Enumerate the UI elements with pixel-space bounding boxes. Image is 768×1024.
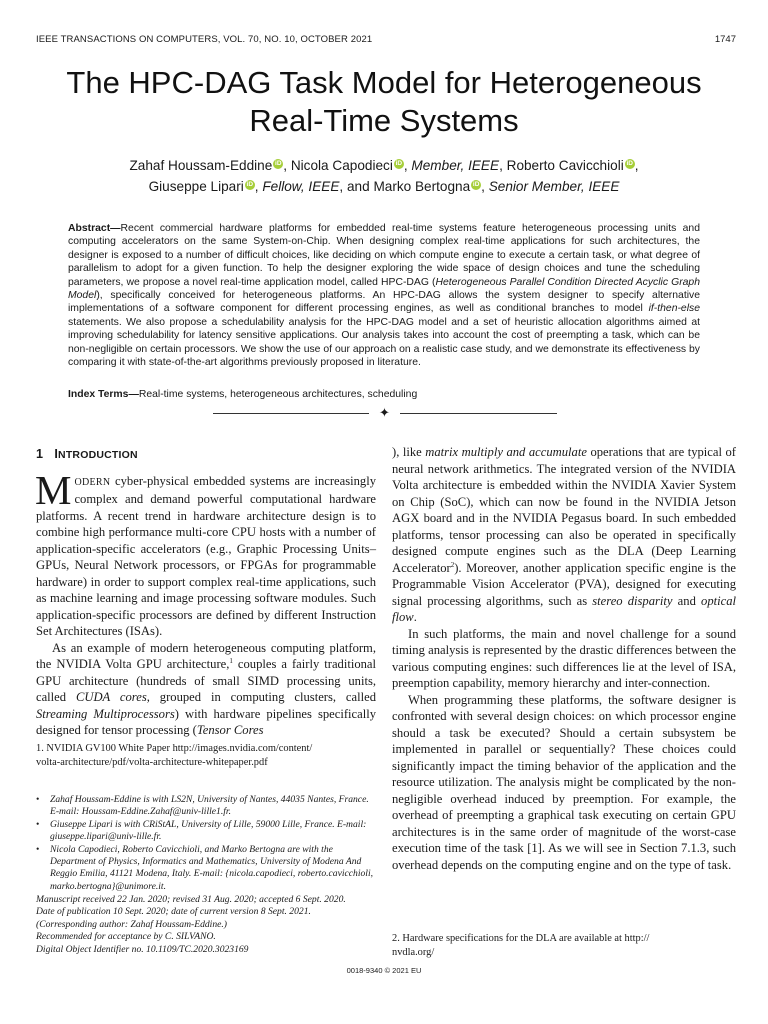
separator-rule-left xyxy=(213,413,369,414)
affiliation-item: • Zahaf Houssam-Eddine is with LS2N, University of Nantes, 44035 Nantes, France. E-mail: Houssam-Eddine.Zahaf@univ-lille1.fr. xyxy=(36,794,376,819)
emphasis: Streaming Multiprocessors xyxy=(36,706,175,721)
paragraph-text: . xyxy=(413,610,417,624)
title-line-2: Real-Time Systems xyxy=(249,103,519,138)
section-number: 1 xyxy=(36,447,44,461)
paragraph-text: ), like xyxy=(392,445,426,459)
emphasis: stereo disparity xyxy=(592,593,673,608)
manuscript-info xyxy=(36,894,376,956)
paragraph xyxy=(35,466,376,640)
emphasis: CUDA cores xyxy=(75,690,147,704)
author-name: Marko Bertogna xyxy=(373,179,471,194)
section-title-initial: I xyxy=(54,447,59,461)
author-role: Fellow, IEEE xyxy=(262,179,340,194)
footnote-text: 1. NVIDIA GV100 White Paper http://images.nvidia.com/content/ xyxy=(36,743,313,754)
paragraph xyxy=(36,640,376,739)
abstract-emphasis: Heterogeneous Parallel Condition Directed Acyclic Graph Model xyxy=(68,276,700,302)
abstract-label: Abstract— xyxy=(68,223,121,234)
paragraph-text: couples a fairly traditional GPU architecture (hundreds of small SIMD processing units, called xyxy=(36,657,377,704)
author-conjunction: and xyxy=(346,179,370,194)
manuscript-line: Recommended for acceptance by C. SILVANO. xyxy=(36,931,216,943)
journal-citation: IEEE TRANSACTIONS ON COMPUTERS, VOL. 70, NO. 10, OCTOBER 2021 xyxy=(36,34,373,45)
author-name: Nicola Capodieci xyxy=(290,158,393,173)
left-column xyxy=(36,446,376,739)
section-heading xyxy=(36,446,376,464)
abstract-text: Recent commercial hardware platforms for embedded real-time systems feature heterogeneous processing units and computing accelerators on the same System-on-Chip. When designing complex real-time applications for such architectures, the designer is exposed to a number of difficult choices, like deciding on which compute engine to execute a certain task, or what degree of parallelism to adopt for a given function. To help the designer exploring the wide space of design choices and tune the scheduling parameters, we propose a novel real-time application model, called HPC-DAG ( xyxy=(68,223,700,288)
separator-ornament-icon: ✦ xyxy=(379,405,390,420)
emphasis: Tensor Cores xyxy=(196,723,264,737)
abstract-text: statements. We also propose a schedulability analysis for the HPC-DAG model and a set of heuristic allocation algorithms aimed at improving schedulability for latency sensitive applications. Our analysis takes into account the cost of preempting a task, which can be non-negligible on certain processors. We show the use of our approach on a realistic case study, and we demonstrate its effectiveness by comparing it with state-of-the-art algorithms previously proposed in literature. xyxy=(68,316,700,369)
footnote-ref[interactable]: 1 xyxy=(229,656,233,665)
footnote-ref[interactable]: 2 xyxy=(450,560,455,569)
paragraph-text: ). Moreover, another application specific engine is the Programmable Vision Accelerator (PVA), designed for executing signal processing algorithms, such as xyxy=(392,560,736,608)
footnote-text: nvdla.org/ xyxy=(392,946,435,958)
running-header xyxy=(36,34,736,48)
paragraph-text: operations that are typical of neural network arithmetics. The integrated version of the NVIDIA Volta architecture is embedded within the NVIDIA Xavier System on Chip (SoC), which can now be found in the NVIDIA Jetson AGX board and in the NVIDIA Pegasus board. In such embedded platforms, tensor processing can also be operated in specifically designed compute engines such as the DLA (Deep Learning Accelerator xyxy=(392,445,736,575)
abstract xyxy=(68,222,700,369)
abstract-text: ), specifically conceived for heterogeneous platforms. An HPC-DAG allows the system designer to specify alternative implementations of a software component for different processing engines, as well as conditional branches to model xyxy=(68,290,700,315)
index-terms xyxy=(68,388,700,401)
orcid-icon[interactable]: iD xyxy=(395,160,403,167)
emphasis: matrix multiply and accumulate xyxy=(425,445,587,459)
author-role: Senior Member, IEEE xyxy=(488,179,620,194)
paragraph-text: , grouped in computing clusters, called xyxy=(146,690,376,704)
paragraph-text: ) with hardware pipelines specifically designed for tensor processing ( xyxy=(36,706,376,737)
page-number: 1747 xyxy=(714,34,736,45)
paragraph-text: cyber-physical embedded systems are increasingly complex and demand powerful computational hardware platforms. A recent trend in hardware architecture design is to combine high performance multi-core CPU hosts with a number of application-specific accelerators (e.g., Graphic Processing Units–GPUs, Neural Network processors, or FPGAs for programmable hardware) in order to support complex real-time applications, such as machine learning and image processing software modules. Such application-specific processors are defined by different Instruction Set Architectures (ISAs). xyxy=(36,473,376,638)
manuscript-line: (Corresponding author: Zahaf Houssam-Eddine.) xyxy=(36,918,227,930)
title-line-1: The HPC-DAG Task Model for Heterogeneous xyxy=(66,65,702,100)
author-name: Giuseppe Lipari xyxy=(148,179,244,194)
affiliation-item: • Giuseppe Lipari is with CRiStAL, University of Lille, 59000 Lille, France. E-mail: giuseppe.lipari@univ-lille.fr. xyxy=(36,819,376,844)
orcid-icon[interactable]: iD xyxy=(472,181,480,188)
author-line-1: Zahaf Houssam-Eddine iD , Nicola Capodieci iD , Member, IEEE, Roberto Cavicchioli iD , xyxy=(129,158,639,173)
paper-title xyxy=(30,64,738,140)
footnote-2 xyxy=(392,932,736,959)
section-title-rest: NTRODUCTION xyxy=(58,449,138,461)
orcid-icon[interactable]: iD xyxy=(246,181,254,188)
author-name: Zahaf Houssam-Eddine xyxy=(129,158,273,173)
index-terms-label: Index Terms— xyxy=(68,389,139,400)
emphasis: optical flow xyxy=(392,593,736,624)
footnote-text: volta-architecture/pdf/volta-architecture-whitepaper.pdf xyxy=(36,756,268,768)
drop-cap: M xyxy=(35,466,72,513)
manuscript-line: Digital Object Identifier no. 10.1109/TC.2020.3023169 xyxy=(36,943,249,955)
abstract-emphasis: if-then-else xyxy=(648,303,700,315)
affiliations xyxy=(36,794,376,893)
orcid-icon[interactable]: iD xyxy=(626,160,633,167)
manuscript-line: Date of publication 10 Sept. 2020; date of current version 8 Sept. 2021. xyxy=(36,906,311,918)
page-footer: 0018-9340 © 2021 EU xyxy=(346,966,422,975)
right-column xyxy=(392,444,736,873)
paragraph: When programming these platforms, the software designer is confronted with several design choices: on which processor engine should a task be executed? Should a certain subsystem be implemented in parallel or sequentially? These choices could significantly impact the timing behavior of the application and the resource utilization. The analysis might be complicated by the non-negligible overhead induced by preemption. For example, the overhead of preempting a graphical task executing on certain GPU architectures is in the same order of magnitude of the worst-case execution time of the task [1]. As we will see in Section 7.1.3, such overhead depends on the computing engine and on the type of task. xyxy=(392,692,736,872)
footnote-1 xyxy=(36,742,376,769)
manuscript-line: Manuscript received 22 Jan. 2020; revised 31 Aug. 2020; accepted 6 Sept. 2020. xyxy=(36,894,346,905)
author-name: Roberto Cavicchioli xyxy=(506,158,624,173)
author-role: Member, IEEE xyxy=(411,158,500,173)
author-list xyxy=(30,155,738,197)
separator-rule-right xyxy=(400,413,557,414)
index-terms-text: Real-time systems, heterogeneous architectures, scheduling xyxy=(138,389,418,400)
footnote-text: 2. Hardware specifications for the DLA are available at http:// xyxy=(392,933,650,944)
affiliation-item: • Nicola Capodieci, Roberto Cavicchioli, and Marko Bertogna are with the Department of Physics, Informatics and Mathematics, University of Modena And Reggio Emilia, 41121 Modena, Italy. E-mail: {nicola.capodieci, roberto.cavicchioli, marko.bertogna}@unimore.it. xyxy=(36,844,376,894)
paragraph xyxy=(392,444,736,626)
orcid-icon[interactable]: iD xyxy=(275,160,282,167)
small-caps-lead: ODERN xyxy=(74,476,111,488)
paragraph: In such platforms, the main and novel challenge for a sound timing analysis is represented by the drastic differences between the various computing engines: such differences lie at the level of ISA, preemption capability, memory hierarchy and inter-connection. xyxy=(392,626,736,690)
paragraph-text: As an example of modern heterogeneous computing platform, the NVIDIA Volta GPU architecture, xyxy=(36,640,376,671)
author-line-2: Giuseppe Lipari iD , Fellow, IEEE, and Marko Bertogna iD , Senior Member, IEEE xyxy=(148,179,620,194)
paragraph-text: and xyxy=(672,593,702,608)
